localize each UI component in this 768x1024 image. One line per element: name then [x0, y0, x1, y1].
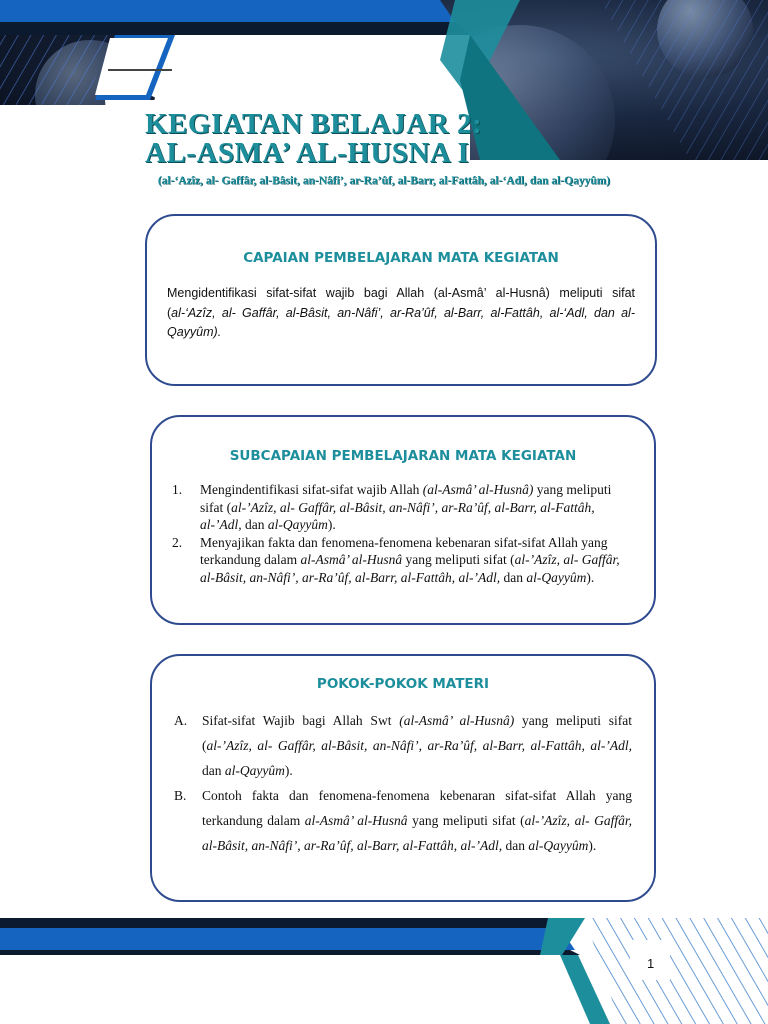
list-item-italic: (al-Asmâ’ al-Husnâ)	[422, 482, 534, 497]
header-rule	[108, 69, 172, 71]
capaian-text	[167, 284, 635, 343]
list-item-text: dan	[502, 838, 529, 853]
list-item-italic: al-Asmâ’ al-Husnâ	[304, 813, 408, 828]
capaian-text-lead: Mengidentifikasi sifat-sifat wajib bagi Allah (al-Asmâ’ al-Husnâ) meliputi sifat (	[167, 286, 635, 320]
pokok-materi-list	[174, 708, 632, 858]
list-item-text: ).	[284, 763, 293, 778]
list-item	[172, 481, 622, 534]
subcapaian-heading: SUBCAPAIAN PEMBELAJARAN MATA KEGIATAN	[229, 448, 577, 464]
page-title-line-2: AL-ASMA’ AL-HUSNA I	[145, 137, 470, 169]
pokok-materi-heading: POKOK-POKOK MATERI	[316, 676, 490, 692]
list-item	[172, 534, 622, 587]
subcapaian-box	[150, 415, 656, 625]
page-number: 1	[647, 956, 655, 971]
list-item-italic: al-’Azîz, al- Gaffâr, al-Bâsit, an-Nâfi’, ar-Ra’ûf, al-Barr, al-Fattâh, al-’Adl,	[200, 552, 620, 585]
list-item-number: 1.	[172, 482, 183, 497]
capaian-heading: CAPAIAN PEMBELAJARAN MATA KEGIATAN	[243, 250, 559, 266]
list-item-italic: al-’Azîz, al- Gaffâr, al-Bâsit, an-Nâfi’, ar-Ra’ûf, al-Barr, al-Fattâh, al-’Adl,	[206, 738, 632, 753]
list-item-text: yang meliputi sifat (	[200, 482, 612, 515]
list-item-italic: al-Qayyûm	[528, 838, 589, 853]
list-item-text: Mengindentifikasi sifat-sifat wajib Allah	[200, 482, 423, 497]
pokok-materi-box	[150, 654, 656, 902]
list-item-italic: al-’Azîz, al- Gaffâr, al-Bâsit, an-Nâfi’, ar-Ra’ûf, al-Barr, al-Fattâh, al-’Adl,	[200, 499, 595, 532]
list-item-text: ).	[588, 838, 597, 853]
list-item-text: dan	[500, 569, 527, 585]
list-item	[174, 708, 632, 783]
list-item-text: yang meliputi sifat (	[202, 713, 632, 753]
list-item-text: ).	[586, 569, 595, 585]
list-item-text: yang meliputi sifat (	[402, 552, 515, 567]
list-item-letter: A.	[174, 713, 188, 728]
list-item-italic: al-Asmâ’ al-Husnâ	[300, 552, 403, 567]
list-item-italic: al-Qayyûm	[267, 517, 328, 532]
list-item-text: Contoh fakta dan fenomena-fenomena kebenaran sifat-sifat Allah yang terkandung dalam	[202, 788, 632, 828]
capaian-box	[145, 214, 657, 386]
page-subtitle: (al-‘Azîz, al- Gaffâr, al-Bâsit, an-Nâfi’, ar-Ra’ûf, al-Barr, al-Fattâh, al-‘Adl, dan al-Qayyûm)	[157, 175, 611, 187]
list-item	[174, 783, 632, 858]
list-item-text: dan	[202, 763, 225, 778]
list-item-text: Sifat-sifat Wajib bagi Allah Swt	[202, 713, 400, 728]
list-item-italic: al-’Azîz, al- Gaffâr, al-Bâsit, an-Nâfi’, ar-Ra’ûf, al-Barr, al-Fattâh, al-’Adl,	[202, 813, 632, 853]
list-item-italic: al-Qayyûm	[224, 763, 285, 778]
list-item-italic: (al-Asmâ’ al-Husnâ)	[399, 713, 515, 728]
list-item-text: dan	[241, 517, 268, 532]
title-block	[145, 110, 482, 168]
subcapaian-list	[172, 481, 622, 586]
list-item-text: Menyajikan fakta dan fenomena-fenomena kebenaran sifat-sifat Allah yang terkandung dalam	[200, 534, 608, 567]
list-item-number: 2.	[172, 534, 183, 550]
list-item-italic: al-Qayyûm	[526, 569, 587, 585]
list-item-text: yang meliputi sifat (	[407, 813, 525, 828]
page-title-line-1: KEGIATAN BELAJAR 2:	[145, 108, 483, 140]
capaian-text-italic: al-‘Azîz, al- Gaffâr, al-Bâsit, an-Nâfi’, ar-Ra’ûf, al-Barr, al-Fattâh, al-‘Adl, dan al-Qayyûm).	[167, 305, 635, 339]
list-item-text: ).	[327, 517, 336, 532]
list-item-letter: B.	[174, 788, 187, 803]
